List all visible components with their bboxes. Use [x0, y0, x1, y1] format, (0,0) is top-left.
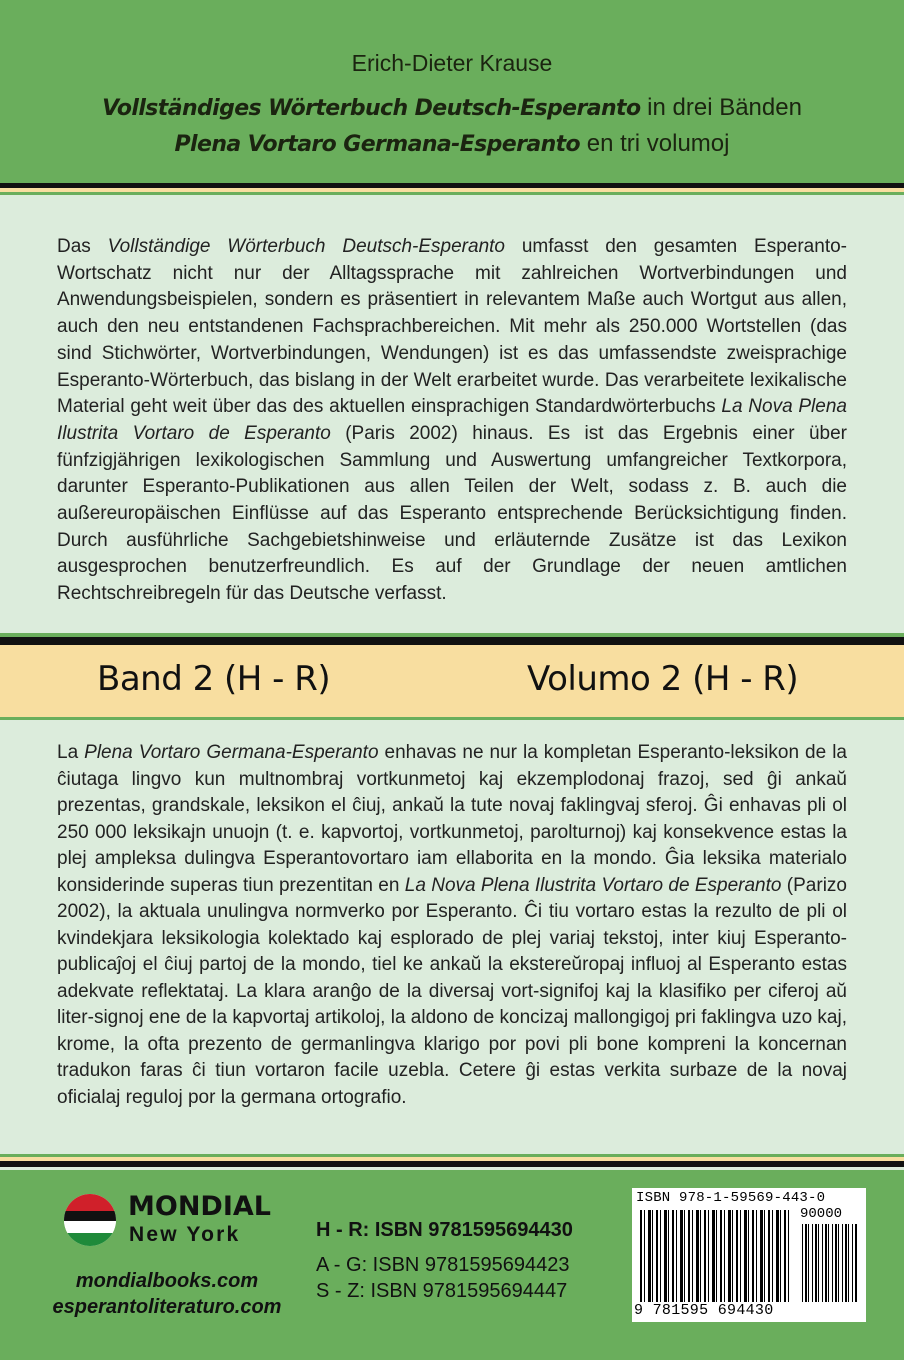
website-link-2[interactable]: esperantoliteraturo.com	[52, 1296, 282, 1318]
divider-bottom	[0, 1161, 904, 1167]
divider-mid-green-2	[0, 717, 904, 720]
isbn-barcode	[632, 1188, 866, 1322]
italic-title: Vollständige Wörterbuch Deutsch-Esperanto	[107, 236, 505, 257]
title-german	[0, 94, 904, 122]
barcode-addon-bars	[802, 1224, 858, 1302]
italic-title: La Nova Plena Ilustrita Vortaro de Esperanto	[404, 874, 782, 896]
text-run: La	[57, 742, 85, 763]
volume-label-esperanto: Volumo 2 (H - R)	[527, 659, 799, 699]
title-esperanto-rest: en tri volumoj	[580, 130, 730, 157]
isbn-volume-s-z: S - Z: ISBN 9781595694447	[316, 1280, 568, 1302]
barcode-isbn-text: ISBN 978-1-59569-443-0	[636, 1190, 826, 1206]
barcode-bars	[640, 1210, 790, 1302]
divider-mid	[0, 637, 904, 645]
text-run: enhavas ne nur la kompletan Esperanto-leksikon de la ĉiutaga lingvo kun multnombraj vortkunmetoj kaj ekzemplodonaj frazoj, sed ĝi ankaŭ prezentas, grandskale, leksikon el ĉiuj, ankaŭ la tute novaj faklingvaj sferoj. Ĝi enhavas pli ol 250 000 leksikajn unuojn (t. e. kapvortoj, vortkunmetoj, parolturnoj) kaj konsekvence estas la plej ampleksa dulingva Esperantovortaro iam ellaborita en la mondo. Ĝia leksika materialo konsiderinde superas tiun prezentitan en	[57, 742, 847, 896]
author-name: Erich-Dieter Krause	[351, 50, 553, 76]
website-link-1[interactable]: mondialbooks.com	[75, 1270, 259, 1292]
text-run: (Parizo 2002), la aktuala unulingva normverko por Esperanto. Ĉi tiu vortaro estas la rezulto de pli ol kvindekjara leksikologia kolektado kaj esplorado de plej variaj tekstoj, inter kiuj Esperanto-publicaĵoj el ĉiuj partoj de la mondo, tiel ke ankaŭ la ekstereŭropaj influoj al Esperanto estas adekvate reflektataj. La klara aranĝo de la diversaj vort-signifoj kaj la klasifiko per ciferoj aŭ liter-signoj ene de la kapvortaj artikoloj, la aldono de koncizaj mallongigoj pri faklingva uzo kaj, krome, la ofta prezento de germanlingva klarigo por povi pli bone kompreni la koncernan tradukon faras ĉi tiun vortaron facile uzebla. Cetere ĝi estas verkita surbaze de la novaj oficialaj reguloj por la germana ortografio.	[57, 874, 847, 1108]
title-esperanto-bold: Plena Vortaro Germana-Esperanto	[174, 132, 581, 157]
barcode-digits: 9 781595 694430	[634, 1302, 774, 1319]
text-run: umfasst den gesamten Esperanto-Wortschatz nicht nur der Alltagssprache mit zahlreichen Wortverbindungen und Anwendungsbeispielen, sondern es präsentiert in relevantem Maße auch Wortgut aus allen, auch den neu entstandenen Fachsprachbereichen. Mit mehr als 250.000 Wortstellen (das sind Stichwörter, Wortverbindungen, Wendungen) ist es das umfassendste zweisprachige Esperanto-Wörterbuch, das bislang in der Welt erarbeitet wurde. Das verarbeitete lexikalische Material geht weit über das des aktuellen einsprachigen Standardwörterbuchs	[57, 236, 847, 418]
header-banner	[0, 0, 904, 183]
publisher-city: New York	[129, 1223, 241, 1246]
italic-title: Plena Vortaro Germana-Esperanto	[84, 742, 379, 763]
publisher-name: MONDIAL	[128, 1191, 271, 1222]
text-run: Das	[57, 236, 108, 257]
isbn-current-volume: H - R: ISBN 9781595694430	[316, 1219, 573, 1241]
text-run: (Paris 2002) hinaus. Es ist das Ergebnis einer über fünfzigjährigen lexikologischen Sammlung und Auswertung umfangreicher Textkorpora, darunter Esperanto-Publikationen aus allen Teilen der Welt, sodass z. B. auch die außereuropäischen Einflüsse auf das Esperanto entsprechende Berücksichtigung finden. Durch ausführliche Sachgebietshinweise und erläuternde Zusätze ist das Lexikon ausgesprochen benutzerfreundlich. Es auf der Grundlage der neuen amtlichen Rechtschreibregeln für das Deutsche verfasst.	[57, 422, 847, 605]
barcode-addon-text: 90000	[800, 1206, 843, 1222]
volume-label-german: Band 2 (H - R)	[97, 659, 331, 699]
title-esperanto	[0, 130, 904, 158]
title-german-rest: in drei Bänden	[640, 94, 802, 121]
description-esperanto	[57, 740, 847, 1111]
tricolor-globe-icon	[64, 1194, 116, 1246]
isbn-volume-a-g: A - G: ISBN 9781595694423	[316, 1254, 570, 1276]
divider-top-green	[0, 192, 904, 195]
italic-title: La Nova Plena Ilustrita Vortaro de Esperanto	[57, 396, 847, 444]
volume-band	[0, 645, 904, 717]
title-german-bold: Vollständiges Wörterbuch Deutsch-Esperanto	[102, 96, 641, 121]
description-german	[57, 234, 847, 608]
